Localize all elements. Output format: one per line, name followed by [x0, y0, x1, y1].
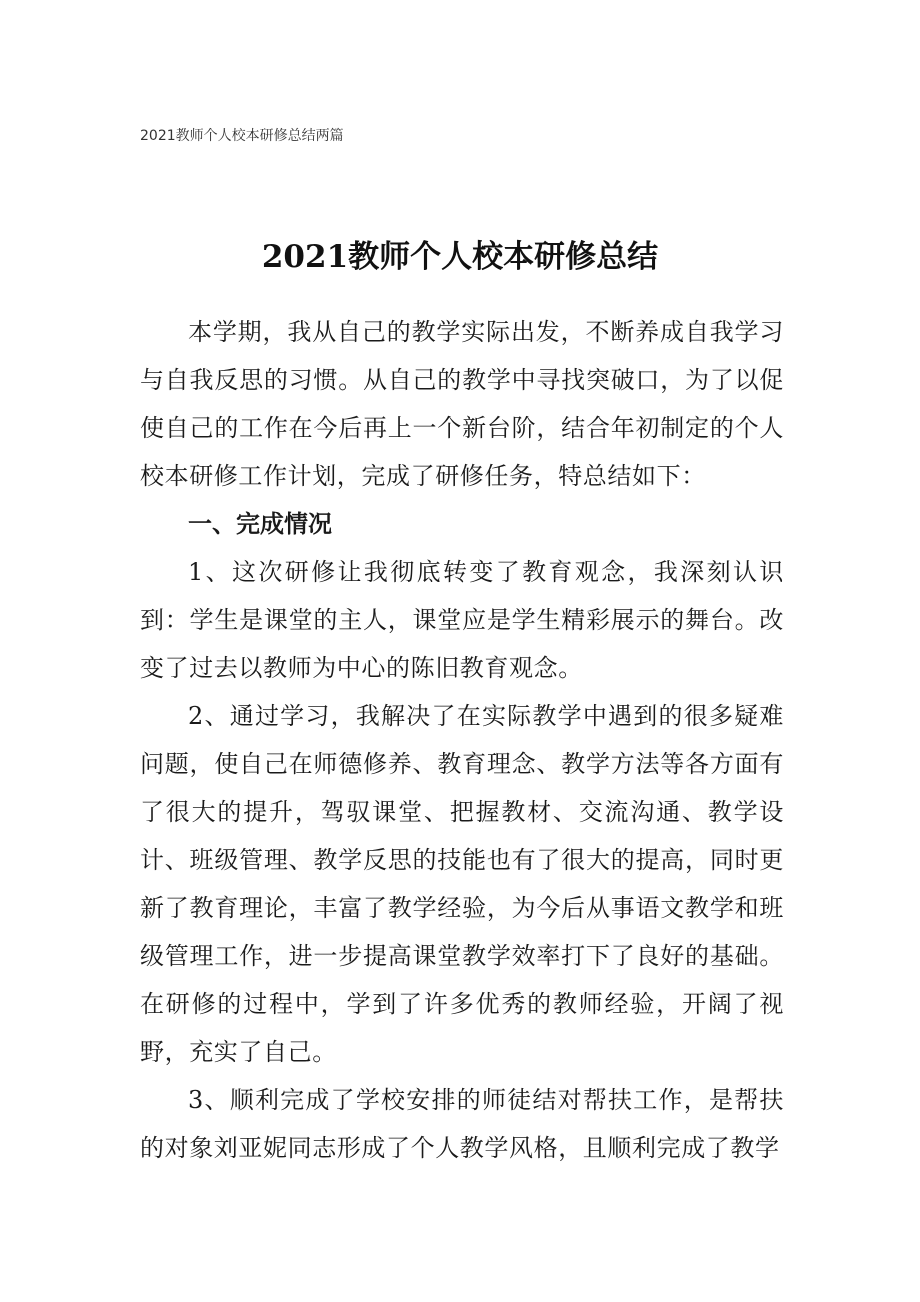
item-paragraph-1: 1、这次研修让我彻底转变了教育观念，我深刻认识到：学生是课堂的主人，课堂应是学生精彩展示的舞台。改变了过去以教师为中心的陈旧教育观念。	[140, 558, 784, 682]
section-heading: 一、完成情况	[188, 509, 332, 538]
running-header: 2021教师个人校本研修总结两篇	[140, 128, 344, 144]
intro-paragraph: 本学期，我从自己的教学实际出发，不断养成自我学习与自我反思的习惯。从自己的教学中寻找突破口，为了以促使自己的工作在今后再上一个新台阶，结合年初制定的个人校本研修工作计划，完成了研修任务，特总结如下：	[140, 318, 784, 490]
item-paragraph-3: 3、顺利完成了学校安排的师徒结对帮扶工作，是帮扶的对象刘亚妮同志形成了个人教学风格，且顺利完成了教学	[140, 1086, 784, 1162]
document-title: 2021教师个人校本研修总结	[261, 238, 659, 275]
item-paragraph-2: 2、通过学习，我解决了在实际教学中遇到的很多疑难问题，使自己在师德修养、教育理念、教学方法等各方面有了很大的提升，驾驭课堂、把握教材、交流沟通、教学设计、班级管理、教学反思的技能也有了很大的提高，同时更新了教育理论，丰富了教学经验，为今后从事语文教学和班级管理工作，进一步提高课堂教学效率打下了良好的基础。在研修的过程中，学到了许多优秀的教师经验，开阔了视野，充实了自己。	[140, 702, 784, 1066]
document-body	[140, 308, 784, 1172]
